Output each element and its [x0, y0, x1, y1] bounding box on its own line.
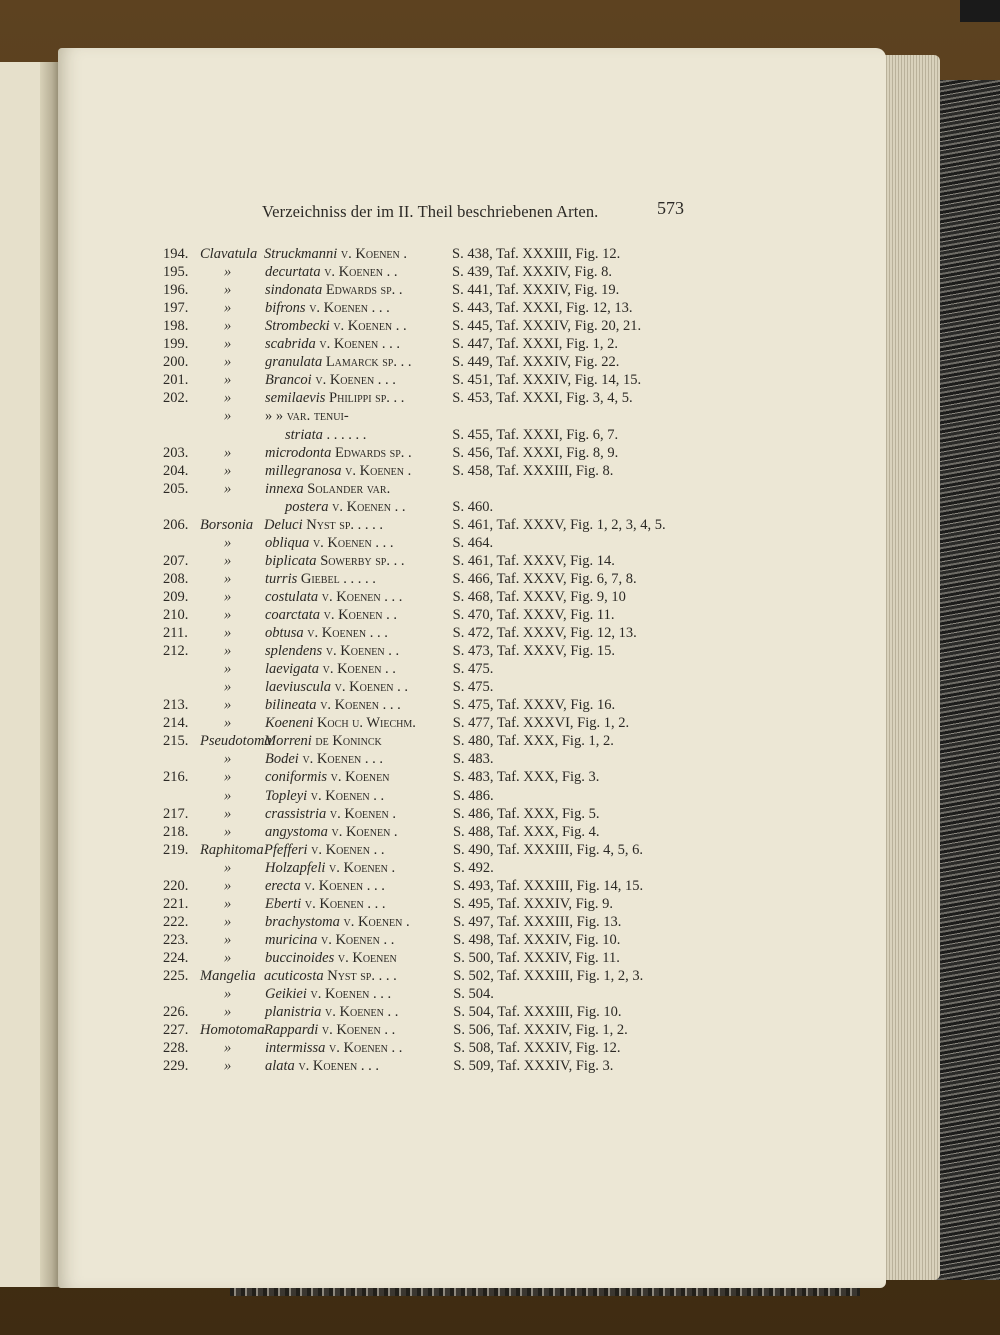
species-name: Pfefferi v. Koenen . . [264, 841, 385, 858]
entry-number: 225. [163, 968, 189, 984]
page-plate-reference: S. 449, Taf. XXXIV, Fig. 22. [452, 354, 620, 371]
species-name: muricina v. Koenen . . [265, 931, 395, 948]
species-author: Giebel [297, 570, 340, 587]
species-name: angystoma v. Koenen . [265, 823, 398, 840]
genus-name: » [224, 354, 232, 371]
species-name: » » var. tenui- [265, 408, 349, 425]
leader-dots: . . [381, 661, 396, 678]
page-plate-reference: S. 486, Taf. XXX, Fig. 5. [452, 805, 600, 822]
species-name: brachystoma v. Koenen . [265, 913, 410, 930]
page-plate-reference: S. 475, Taf. XXXV, Fig. 16. [452, 697, 616, 714]
species-author: v. Koenen [301, 895, 364, 912]
gutter-shadow [40, 62, 60, 1287]
leader-dots: . . [383, 264, 398, 281]
species-name: obliqua v. Koenen . . . [265, 534, 394, 551]
entry-number: 215. [163, 733, 189, 750]
species-name: Geikiei v. Koenen . . . [265, 986, 392, 1003]
entry-number: 214. [163, 715, 189, 732]
entry-number: 217. [163, 805, 189, 822]
page-plate-reference: S. 438, Taf. XXXIII, Fig. 12. [452, 246, 621, 262]
entry-number: 223. [163, 931, 189, 948]
entry-number: 194. [163, 246, 189, 262]
entry-number: 221. [163, 895, 189, 912]
page-plate-reference: S. 492. [453, 859, 494, 876]
species-author: v. Koenen [298, 751, 362, 768]
entry-number: 195. [163, 264, 189, 281]
entry-number: 212. [163, 643, 189, 660]
page-plate-reference: S. 445, Taf. XXXIV, Fig. 20, 21. [452, 318, 642, 335]
genus-name: » [224, 264, 232, 281]
page-number: 573 [657, 198, 684, 218]
species-author: v. Koenen [318, 1022, 381, 1039]
page-plate-reference: S. 477, Taf. XXXVI, Fig. 1, 2. [452, 715, 630, 732]
species-author: v. Koenen [294, 1058, 358, 1075]
species-author: Sowerby sp. [316, 552, 390, 569]
genus-name: » [224, 751, 232, 768]
species-name: Struckmanni v. Koenen . [264, 246, 407, 262]
page-plate-reference: S. 495, Taf. XXXIV, Fig. 9. [453, 895, 614, 912]
species-author: v. Koenen [337, 246, 400, 262]
species-author: v. Koenen [307, 841, 370, 858]
genus-name: » [224, 534, 232, 551]
species-name: laeviuscula v. Koenen . . [265, 679, 408, 696]
entry-number: 224. [163, 949, 189, 966]
leader-dots: . . . [379, 697, 401, 714]
book-binding [930, 80, 1000, 1280]
page-plate-reference: S. 439, Taf. XXXIV, Fig. 8. [452, 264, 612, 281]
entry-number: 196. [163, 282, 189, 299]
entry-number: 227. [163, 1022, 189, 1039]
species-name: intermissa v. Koenen . . [265, 1040, 403, 1057]
species-author: v. Koenen [315, 336, 379, 353]
leader-dots: . . [393, 679, 408, 696]
species-name: sindonata Edwards sp. . [265, 282, 403, 299]
entry-number: 218. [163, 823, 189, 840]
species-author: v. Koenen [303, 625, 367, 642]
page-plate-reference: S. 453, Taf. XXXI, Fig. 3, 4, 5. [452, 390, 633, 407]
page-plate-reference: S. 461, Taf. XXXV, Fig. 14. [452, 552, 615, 569]
leader-dots: . . . . [354, 516, 384, 533]
entry-number: 210. [163, 607, 189, 623]
species-name: costulata v. Koenen . . . [265, 588, 403, 605]
leader-dots: . . [392, 318, 407, 335]
leader-dots: . . . [380, 588, 403, 605]
species-author: v. Koenen [325, 1040, 388, 1057]
entry-number: 203. [163, 444, 189, 461]
genus-name: » [224, 336, 232, 353]
species-name: erecta v. Koenen . . . [265, 877, 385, 894]
species-author: Philippi sp. [325, 390, 390, 407]
genus-name: » [224, 1040, 232, 1057]
page-plate-reference: S. 508, Taf. XXXIV, Fig. 12. [453, 1040, 621, 1057]
leader-dots: . . [369, 841, 385, 858]
species-author: v. Koenen [329, 318, 393, 335]
genus-name: » [224, 1004, 232, 1021]
entry-number: 206. [163, 516, 189, 533]
species-name: Eberti v. Koenen . . . [265, 895, 386, 912]
leader-dots: . . . [374, 372, 396, 389]
species-name: Morreni de Koninck [264, 733, 382, 750]
genus-name: » [224, 570, 232, 587]
species-author: var. tenui- [283, 408, 349, 425]
species-name: decurtata v. Koenen . . [265, 264, 398, 281]
entry-number: 226. [163, 1004, 189, 1021]
leader-dots: . . [379, 931, 395, 948]
leader-dots: . [388, 805, 396, 822]
page-plate-reference: S. 441, Taf. XXXIV, Fig. 19. [452, 282, 620, 299]
species-author: v. Koenen [328, 498, 391, 515]
genus-name: » [224, 715, 232, 732]
genus-name: Raphitoma [200, 841, 264, 858]
page-plate-reference: S. 464. [452, 534, 494, 551]
page-plate-reference: S. 480, Taf. XXX, Fig. 1, 2. [452, 733, 614, 750]
leader-dots: . [404, 444, 412, 461]
page-plate-reference: S. 483. [452, 751, 494, 768]
leader-dots: . . . . . . [322, 426, 367, 443]
species-name: scabrida v. Koenen . . . [265, 336, 400, 353]
genus-name: » [224, 679, 232, 696]
species-name: Strombecki v. Koenen . . [265, 318, 407, 335]
leader-dots: . . . [369, 986, 392, 1003]
running-header: Verzeichniss der im II. Theil beschriebenen Arten. [262, 202, 599, 221]
genus-name: » [224, 372, 232, 389]
page-plate-reference: S. 475. [452, 679, 494, 696]
entry-number: 213. [163, 697, 189, 714]
species-author: v. Koenen [318, 661, 382, 678]
page-plate-reference: S. 458, Taf. XXXIII, Fig. 8. [452, 462, 614, 479]
species-author: v. Koenen [322, 643, 385, 660]
entry-number: 228. [163, 1040, 189, 1057]
species-name: laevigata v. Koenen . . [265, 661, 396, 678]
page-plate-reference: S. 470, Taf. XXXV, Fig. 11. [452, 607, 615, 623]
species-author: v. Koenen [339, 913, 403, 930]
species-author: v. Koenen [320, 264, 384, 281]
species-name: Holzapfeli v. Koenen . [265, 859, 396, 876]
leader-dots: . . [389, 390, 405, 407]
species-author: v. Koenen [327, 769, 390, 786]
species-author: Solander var. [303, 480, 391, 497]
entry-number: 201. [163, 372, 189, 389]
leader-dots: . . . [368, 300, 390, 317]
species-name: crassistria v. Koenen . [265, 805, 396, 822]
species-name: microdonta Edwards sp. . [265, 444, 412, 461]
genus-name: » [224, 444, 232, 461]
page-plate-reference: S. 443, Taf. XXXI, Fig. 12, 13. [452, 300, 633, 317]
genus-name: Mangelia [200, 968, 256, 984]
species-name: alata v. Koenen . . . [265, 1058, 380, 1075]
species-author: v. Koenen [325, 859, 388, 876]
species-author: v. Koenen [309, 534, 372, 551]
genus-name: » [224, 805, 232, 822]
corner-shadow [960, 0, 1000, 22]
page-plate-reference: S. 500, Taf. XXXIV, Fig. 11. [453, 949, 620, 966]
genus-name: » [224, 588, 232, 605]
genus-name: » [224, 949, 232, 966]
entry-number: 220. [163, 877, 189, 894]
page-plate-reference: S. 497, Taf. XXXIII, Fig. 13. [453, 913, 622, 930]
leader-dots: . . . [363, 895, 386, 912]
genus-name: Homotoma [200, 1022, 265, 1039]
genus-name: Pseudotoma [200, 733, 272, 750]
page-plate-reference: S. 509, Taf. XXXIV, Fig. 3. [453, 1058, 614, 1075]
entry-number: 200. [163, 354, 189, 371]
genus-name: » [224, 1058, 232, 1075]
entry-number: 202. [163, 390, 189, 407]
page-plate-reference: S. 456, Taf. XXXI, Fig. 8, 9. [452, 444, 619, 461]
page-plate-reference: S. 460. [452, 498, 494, 515]
page-plate-reference: S. 451, Taf. XXXIV, Fig. 14, 15. [452, 372, 642, 389]
species-name: acuticosta Nyst sp. . . . [264, 968, 397, 984]
leader-dots: . [390, 823, 398, 840]
genus-name: » [224, 787, 232, 804]
species-author: Edwards sp. [322, 282, 396, 299]
genus-name: » [224, 877, 232, 894]
leader-dots: . . . [363, 877, 385, 894]
species-author: Nyst sp. [302, 516, 355, 533]
species-name: bifrons v. Koenen . . . [265, 300, 390, 317]
leader-dots: . [399, 246, 407, 262]
page-plate-reference: S. 486. [452, 787, 494, 804]
genus-name: » [224, 390, 232, 407]
leader-dots: . [387, 859, 396, 876]
species-name: buccinoides v. Koenen [265, 949, 397, 966]
genus-name: » [224, 986, 232, 1003]
leader-dots: . . [389, 552, 405, 569]
genus-name: » [224, 462, 232, 479]
page-plate-reference: S. 455, Taf. XXXI, Fig. 6, 7. [452, 426, 619, 443]
genus-name: Clavatula [200, 246, 258, 262]
species-author: de Koninck [311, 733, 382, 750]
genus-name: » [224, 913, 232, 930]
species-name: postera v. Koenen . . [285, 498, 406, 515]
leader-dots: . . . [357, 1058, 380, 1075]
entry-number: 199. [163, 336, 189, 353]
page-plate-reference: S. 472, Taf. XXXV, Fig. 12, 13. [452, 625, 637, 642]
leader-dots: . . [383, 1004, 399, 1021]
species-name: granulata Lamarck sp. . . [265, 354, 412, 371]
page-plate-reference: S. 475. [452, 661, 494, 678]
leader-dots: . . . [374, 968, 397, 984]
leader-dots: . . [384, 643, 400, 660]
species-author: Lamarck sp. [322, 354, 397, 371]
page-plate-reference: S. 473, Taf. XXXV, Fig. 15. [452, 643, 616, 660]
page-plate-reference: S. 488, Taf. XXX, Fig. 4. [452, 823, 600, 840]
entry-number: 216. [163, 769, 189, 786]
page-plate-reference: S. 504, Taf. XXXIII, Fig. 10. [453, 1004, 622, 1021]
species-author: Nyst sp. [323, 968, 375, 984]
leader-dots: . . [369, 787, 385, 804]
species-author: v. Koenen [334, 949, 397, 966]
entry-number: 229. [163, 1058, 189, 1075]
entry-number: 211. [163, 625, 188, 642]
genus-name: » [224, 552, 232, 569]
genus-name: » [224, 895, 232, 912]
page-plate-reference: S. 461, Taf. XXXV, Fig. 1, 2, 3, 4, 5. [452, 516, 666, 533]
species-author: v. Koenen [307, 787, 370, 804]
species-name: semilaevis Philippi sp. . . [265, 390, 405, 407]
genus-name: » [224, 318, 232, 335]
entry-number: 204. [163, 462, 189, 479]
page-plate-reference: S. 468, Taf. XXXV, Fig. 9, 10 [452, 588, 626, 605]
species-author: v. Koenen [318, 588, 381, 605]
species-author: v. Koenen [341, 462, 404, 479]
species-name: biplicata Sowerby sp. . . [265, 552, 405, 569]
species-author: v. Koenen [306, 986, 370, 1003]
entry-number: 219. [163, 841, 189, 858]
page-plate-reference: S. 502, Taf. XXXIII, Fig. 1, 2, 3. [453, 968, 644, 984]
species-name: coniformis v. Koenen [265, 769, 390, 786]
genus-name: » [224, 931, 232, 948]
leader-dots: . . . [378, 336, 400, 353]
species-author: v. Koenen [320, 607, 383, 623]
entry-number: 205. [163, 480, 189, 497]
species-name: Rappardi v. Koenen . . [264, 1022, 396, 1039]
page-plate-reference: S. 506, Taf. XXXIV, Fig. 1, 2. [453, 1022, 628, 1039]
species-author: Koch u. Wiechm. [313, 715, 416, 732]
species-name: Brancoi v. Koenen . . . [265, 372, 396, 389]
leader-dots: . . [382, 607, 397, 623]
genus-name: » [224, 607, 232, 623]
species-author: v. Koenen [300, 877, 364, 894]
species-name: bilineata v. Koenen . . . [265, 697, 401, 714]
species-author: v. Koenen [321, 1004, 384, 1021]
page-plate-reference: S. 447, Taf. XXXI, Fig. 1, 2. [452, 336, 619, 353]
species-author: v. Koenen [305, 300, 369, 317]
species-name: coarctata v. Koenen . . [265, 607, 397, 623]
entry-number: 207. [163, 552, 189, 569]
page-plate-reference: S. 498, Taf. XXXIV, Fig. 10. [453, 931, 621, 948]
species-author: v. Koenen [311, 372, 375, 389]
genus-name: » [224, 625, 232, 642]
genus-name: » [224, 769, 232, 786]
leader-dots: . . . [361, 751, 384, 768]
species-author: v. Koenen [327, 823, 391, 840]
species-author: v. Koenen [316, 697, 380, 714]
leader-dots: . . [387, 1040, 403, 1057]
species-author: Edwards sp. [331, 444, 405, 461]
entry-number: 222. [163, 913, 189, 930]
genus-name: » [224, 823, 232, 840]
species-name: splendens v. Koenen . . [265, 643, 400, 660]
entry-number: 198. [163, 318, 189, 335]
leader-dots: . . . [366, 625, 388, 642]
genus-name: » [224, 697, 232, 714]
page-plate-reference: S. 466, Taf. XXXV, Fig. 6, 7, 8. [452, 570, 637, 587]
species-name: Bodei v. Koenen . . . [265, 751, 384, 768]
genus-name: » [224, 300, 232, 317]
genus-name: Borsonia [200, 516, 254, 533]
genus-name: » [224, 408, 232, 425]
leader-dots: . [395, 282, 403, 299]
leader-dots: . . . . . [339, 570, 376, 587]
genus-name: » [224, 480, 232, 497]
genus-name: » [224, 859, 232, 876]
species-name: turris Giebel . . . . . [265, 570, 376, 587]
species-author: v. Koenen [317, 931, 380, 948]
genus-name: » [224, 282, 232, 299]
leader-dots: . [402, 913, 410, 930]
leader-dots: . . [390, 498, 406, 515]
leader-dots: . . [396, 354, 412, 371]
entry-number: 197. [163, 300, 189, 317]
species-name: millegranosa v. Koenen . [265, 462, 412, 479]
genus-name: » [224, 643, 232, 660]
species-name: planistria v. Koenen . . [265, 1004, 399, 1021]
page-plate-reference: S. 483, Taf. XXX, Fig. 3. [452, 769, 600, 786]
species-name: Topleyi v. Koenen . . [265, 787, 385, 804]
leader-dots: . [403, 462, 412, 479]
species-name: obtusa v. Koenen . . . [265, 625, 388, 642]
species-name: Deluci Nyst sp. . . . . [264, 516, 384, 533]
page-plate-reference: S. 490, Taf. XXXIII, Fig. 4, 5, 6. [452, 841, 644, 858]
species-author: v. Koenen [326, 805, 389, 822]
leader-dots: . . [380, 1022, 396, 1039]
page-plate-reference: S. 493, Taf. XXXIII, Fig. 14, 15. [453, 877, 644, 894]
species-author: v. Koenen [331, 679, 394, 696]
species-name: Koeneni Koch u. Wiechm. [265, 715, 416, 732]
leader-dots: . . . [371, 534, 394, 551]
species-name: innexa Solander var. [265, 480, 391, 497]
page-plate-reference: S. 504. [453, 986, 494, 1003]
species-name: striata . . . . . . [285, 426, 367, 443]
genus-name: » [224, 661, 232, 678]
entry-number: 208. [163, 570, 189, 587]
entry-number: 209. [163, 588, 189, 605]
